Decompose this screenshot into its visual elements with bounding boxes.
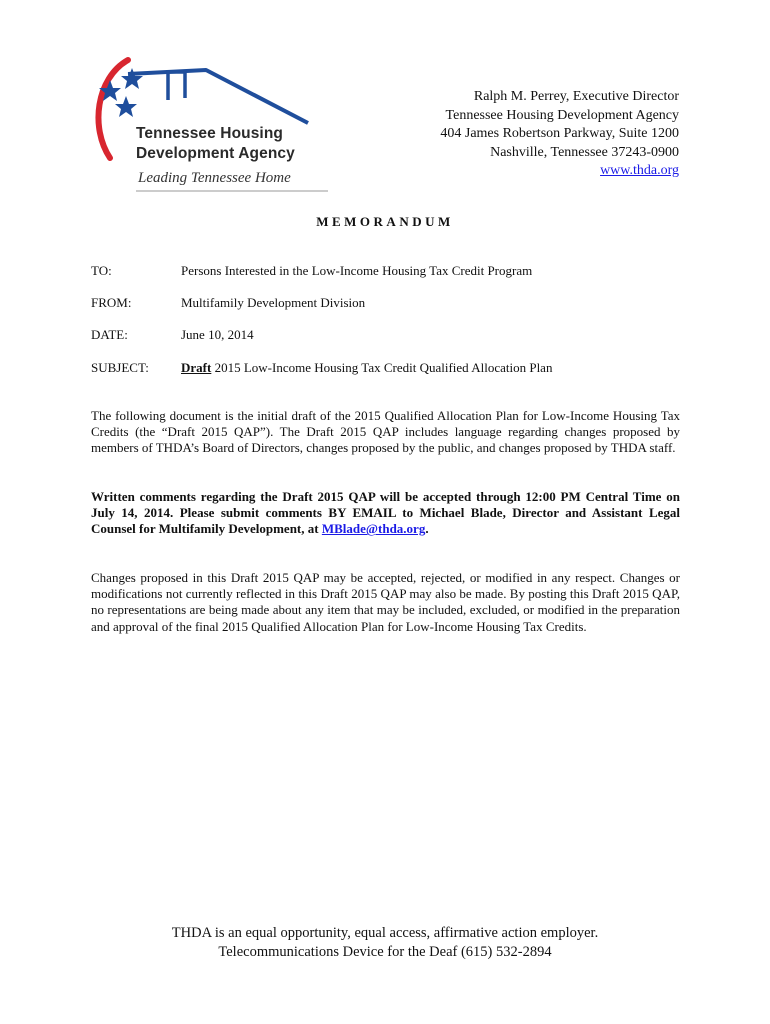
- letterhead-line1: Ralph M. Perrey, Executive Director: [473, 89, 679, 104]
- body-paragraph-3: Changes proposed in this Draft 2015 QAP may be accepted, rejected, or modified in any respect. Changes or modifications not currently reflected in this Draft 2015 QAP may also be made. By posting this Draft 2015 QAP, no representations are being made about any item that may be included, excluded, or modified in the preparation and approval of the final 2015 Qualified Allocation Plan for Low-Income Housing Tax Credits.: [91, 570, 680, 634]
- letterhead-address: [440, 88, 679, 181]
- memo-title: MEMORANDUM: [316, 214, 454, 229]
- memo-date-label: DATE:: [91, 327, 128, 342]
- body-paragraph-2: [91, 489, 680, 538]
- footer-line2: Telecommunications Device for the Deaf (615) 532-2894: [218, 944, 552, 960]
- star-icon: [121, 68, 143, 89]
- logo-name-line1: Tennessee Housing: [136, 125, 283, 142]
- star-icon: [115, 96, 137, 117]
- letterhead-line4: Nashville, Tennessee 37243-0900: [490, 144, 679, 160]
- logo-agency-name: [136, 124, 336, 164]
- comment-deadline-end: .: [425, 521, 429, 537]
- subject-draft-word: Draft: [181, 360, 212, 375]
- website-link[interactable]: www.thda.org: [600, 163, 679, 178]
- memo-from-label: FROM:: [91, 295, 132, 310]
- thda-logo: [88, 48, 338, 198]
- memo-to-value: Persons Interested in the Low-Income Housing Tax Credit Program: [181, 263, 533, 278]
- footer-line1: THDA is an equal opportunity, equal access, affirmative action employer.: [171, 925, 599, 941]
- letterhead-line2: Tennessee Housing Development Agency: [445, 107, 679, 123]
- comment-deadline-text: Written comments regarding the Draft 2015 QAP will be accepted through 12:00 PM Central Time on July 14, 2014. Please submit comments BY EMAIL to Michael Blade, Director and Assistant Legal Counsel for Multifamily Development, at: [91, 489, 680, 537]
- logo-name-line2: Development Agency: [136, 145, 295, 162]
- memo-date-value: June 10, 2014: [181, 327, 254, 342]
- letterhead-line3: 404 James Robertson Parkway, Suite 1200: [440, 126, 679, 141]
- email-link[interactable]: MBlade@thda.org: [321, 521, 426, 537]
- body-paragraph-1: The following document is the initial draft of the 2015 Qualified Allocation Plan for Low-Income Housing Tax Credits (the “Draft 2015 QAP”). The Draft 2015 QAP includes language regarding changes proposed by members of THDA’s Board of Directors, changes proposed by the public, and changes proposed by THDA staff.: [91, 408, 680, 456]
- memo-subject-label: SUBJECT:: [91, 360, 149, 375]
- memo-to-label: TO:: [91, 263, 112, 278]
- subject-rest: 2015 Low-Income Housing Tax Credit Qualified Allocation Plan: [211, 360, 553, 375]
- memo-from-value: Multifamily Development Division: [181, 295, 366, 310]
- logo-tagline: Leading Tennessee Home: [138, 170, 291, 186]
- memo-subject-value: [181, 360, 552, 376]
- footer: [0, 924, 770, 962]
